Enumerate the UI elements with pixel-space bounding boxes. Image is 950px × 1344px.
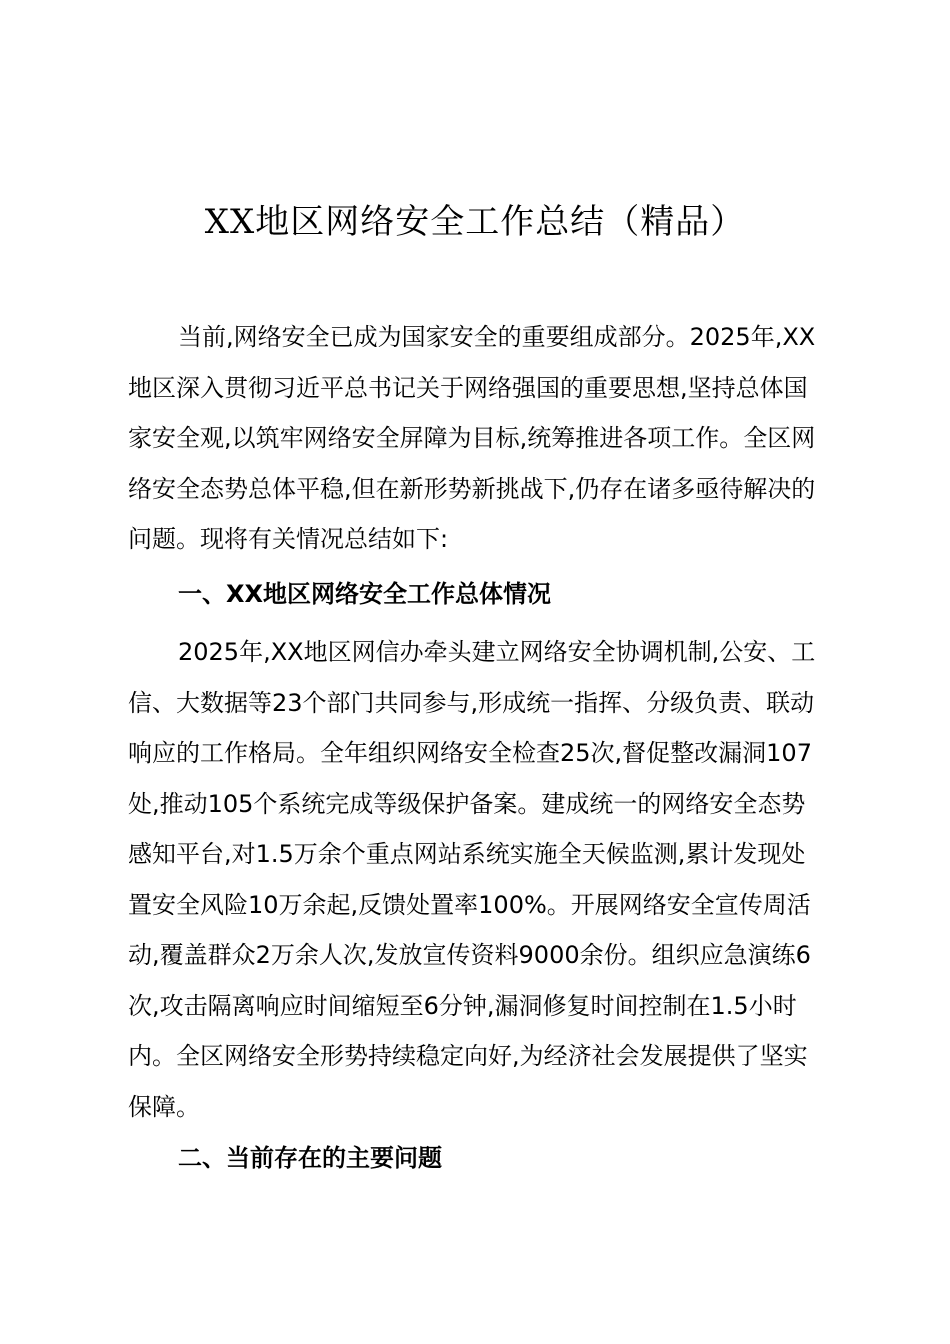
section-heading-1: 一、XX地区网络安全工作总体情况: [178, 580, 552, 608]
intro-paragraph: 当前,网络安全已成为国家安全的重要组成部分。2025年,XX地区深入贯彻习近平总书记关于网络强国的重要思想,坚持总体国家安全观,以筑牢网络安全屏障为目标,统筹推进各项工作。全区网络安全态势总体平稳,但在新形势新挑战下,仍存在诸多亟待解决的问题。现将有关情况总结如下:: [128, 323, 816, 553]
section-1-paragraph: 2025年,XX地区网信办牵头建立网络安全协调机制,公安、工信、大数据等23个部门共同参与,形成统一指挥、分级负责、联动响应的工作格局。全年组织网络安全检查25次,督促整改漏洞107处,推动105个系统完成等级保护备案。建成统一的网络安全态势感知平台,对1.5万余个重点网站系统实施全天候监测,累计发现处置安全风险10万余起,反馈处置率100%。开展网络安全宣传周活动,覆盖群众2万余人次,发放宣传资料9000余份。组织应急演练6次,攻击隔离响应时间缩短至6分钟,漏洞修复时间控制在1.5小时内。全区网络安全形势持续稳定向好,为经济社会发展提供了坚实保障。: [128, 638, 816, 1121]
section-heading-2: 二、当前存在的主要问题: [178, 1144, 442, 1172]
document-title: XX地区网络安全工作总结（精品）: [204, 202, 746, 242]
